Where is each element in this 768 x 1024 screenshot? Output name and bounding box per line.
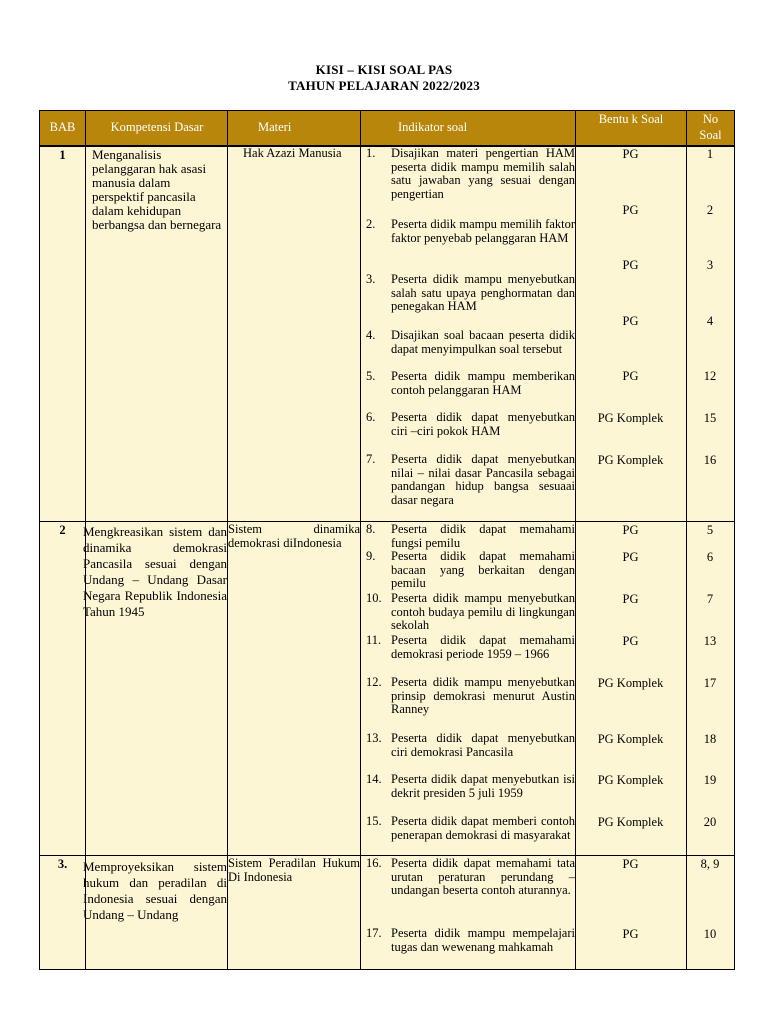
kompetensi-dasar: Memproyeksikan sistem hukum dan peradilan di Indonesia sesuai dengan Undang – Undang: [83, 859, 227, 922]
bab-number: 1: [59, 148, 66, 162]
bentuk-soal: PG: [622, 857, 639, 871]
bentuk-soal: PG: [622, 147, 639, 161]
bentuk-soal: PG: [622, 203, 639, 217]
column-divider: [686, 110, 687, 970]
nomor-soal: 5: [706, 523, 714, 537]
bentuk-soal: PG: [622, 369, 639, 383]
indikator-text: Peserta didik mampu menyebutkan prinsip demokrasi menurut Austin Ranney: [391, 675, 575, 716]
indikator-number: 15.: [366, 814, 382, 828]
indikator-text: Peserta didik dapat memahami fungsi pemilu: [391, 522, 575, 550]
indikator-text: Peserta didik dapat memahami demokrasi periode 1959 – 1966: [391, 633, 575, 661]
nomor-soal: 10: [703, 927, 717, 941]
table-border: [39, 110, 40, 970]
header-kompetensi-dasar: Kompetensi Dasar: [110, 120, 204, 134]
bentuk-soal: PG: [622, 927, 639, 941]
header-bab: BAB: [49, 120, 76, 134]
indikator-text: Peserta didik mampu mempelajari tugas dan wewenang mahkamah: [391, 927, 575, 954]
bentuk-soal: PG Komplek: [597, 411, 664, 425]
indikator-number: 6.: [366, 410, 376, 424]
indikator-text: Peserta didik dapat memahami tata urutan peraturan perundang – undangan beserta contoh aturannya.: [391, 856, 575, 897]
bentuk-soal: PG: [622, 523, 639, 537]
indikator-number: 12.: [366, 675, 382, 689]
bentuk-soal: PG Komplek: [597, 676, 664, 690]
nomor-soal: 7: [706, 592, 714, 606]
nomor-soal: 16: [703, 453, 717, 467]
nomor-soal: 20: [703, 815, 717, 829]
indikator-number: 1.: [366, 146, 376, 160]
indikator-number: 9.: [366, 549, 376, 563]
indikator-number: 11.: [366, 633, 382, 647]
nomor-soal: 2: [706, 203, 714, 217]
bentuk-soal: PG Komplek: [597, 815, 664, 829]
nomor-soal: 19: [703, 773, 717, 787]
nomor-soal: 15: [703, 411, 717, 425]
column-divider: [575, 110, 576, 970]
indikator-text: Peserta didik dapat memahami bacaan yang berkaitan dengan pemilu: [391, 549, 575, 590]
header-materi: Materi: [258, 120, 292, 134]
bentuk-soal: PG: [622, 550, 639, 564]
indikator-text: Peserta didik mampu menyebutkan contoh budaya pemilu di lingkungan sekolah: [391, 591, 575, 632]
materi: Hak Azazi Manusia: [243, 146, 342, 160]
indikator-item: [366, 927, 575, 969]
indikator-number: 5.: [366, 369, 376, 383]
indikator-text: Peserta didik dapat menyebutkan isi dekrit presiden 5 juli 1959: [391, 772, 575, 800]
indikator-text: Peserta didik dapat menyebutkan ciri –ciri pokok HAM: [391, 410, 575, 438]
kompetensi-dasar: Menganalisis pelanggaran hak asasi manusia dalam perspektif pancasila dalam kehidupan berbangsa dan bernegara: [92, 147, 222, 232]
nomor-soal: 13: [703, 634, 717, 648]
materi: Sistem Peradilan Hukum Di Indonesia: [228, 856, 360, 884]
column-divider: [360, 110, 361, 970]
table-border: [39, 969, 735, 970]
bentuk-soal: PG: [622, 314, 639, 328]
table-border: [39, 110, 735, 111]
document-subtitle: TAHUN PELAJARAN 2022/2023: [288, 78, 480, 93]
row-divider: [39, 855, 735, 856]
nomor-soal: 18: [703, 732, 717, 746]
document-title: KISI – KISI SOAL PAS: [315, 62, 453, 77]
header-bentuk-soal: Bentu k Soal: [598, 112, 664, 126]
nomor-soal: 8, 9: [700, 857, 720, 871]
kisi-kisi-table: [39, 110, 735, 970]
indikator-number: 2.: [366, 217, 376, 231]
indikator-number: 14.: [366, 772, 382, 786]
indikator-text: Peserta didik dapat menyebutkan ciri demokrasi Pancasila: [391, 731, 575, 759]
bentuk-soal: PG Komplek: [597, 732, 664, 746]
header-indikator-soal: Indikator soal: [398, 120, 468, 134]
indikator-text: Peserta didik mampu menyebutkan salah satu upaya penghormatan dan penegakan HAM: [391, 272, 575, 313]
indikator-number: 17.: [366, 927, 382, 940]
indikator-number: 10.: [366, 591, 382, 605]
indikator-number: 16.: [366, 856, 382, 870]
indikator-text: Peserta didik mampu memberikan contoh pelanggaran HAM: [391, 369, 575, 397]
indikator-number: 3.: [366, 272, 376, 286]
bab-number: 2: [59, 523, 66, 537]
nomor-soal: 1: [706, 147, 714, 161]
indikator-number: 13.: [366, 731, 382, 745]
nomor-soal: 4: [706, 314, 714, 328]
table-border: [734, 110, 735, 970]
bentuk-soal: PG Komplek: [597, 773, 664, 787]
nomor-soal: 6: [706, 550, 714, 564]
indikator-text: Disajikan materi pengertian HAM peserta didik mampu memilih salah satu jawaban yang sesuai dengan pengertian: [391, 146, 575, 201]
nomor-soal: 17: [703, 676, 717, 690]
indikator-number: 8.: [366, 522, 376, 536]
bentuk-soal: PG: [622, 592, 639, 606]
indikator-text: Peserta didik mampu memilih faktor faktor penyebab pelanggaran HAM: [391, 217, 575, 245]
nomor-soal: 3: [706, 258, 714, 272]
indikator-number: 4.: [366, 328, 376, 342]
indikator-text: Peserta didik dapat memberi contoh penerapan demokrasi di masyarakat: [391, 814, 575, 842]
row-divider: [39, 521, 735, 522]
bentuk-soal: PG: [622, 258, 639, 272]
bab-number: 3.: [57, 857, 68, 871]
header-no: No: [702, 112, 719, 126]
bentuk-soal: PG Komplek: [597, 453, 664, 467]
kompetensi-dasar: Mengkreasikan sistem dan dinamika demokrasi Pancasila sesuai dengan Undang – Undang Dasar Negara Republik Indonesia Tahun 1945: [83, 524, 227, 619]
indikator-number: 7.: [366, 452, 376, 466]
header-soal: Soal: [699, 128, 722, 142]
nomor-soal: 12: [703, 369, 717, 383]
indikator-text: Disajikan soal bacaan peserta didik dapat menyimpulkan soal tersebut: [391, 328, 575, 356]
bentuk-soal: PG: [622, 634, 639, 648]
indikator-text: Peserta didik dapat menyebutkan nilai – nilai dasar Pancasila sebagai pandangan hidup bangsa sesuaai dasar negara: [391, 452, 575, 507]
materi: Sistem dinamika demokrasi diIndonesia: [228, 522, 360, 550]
